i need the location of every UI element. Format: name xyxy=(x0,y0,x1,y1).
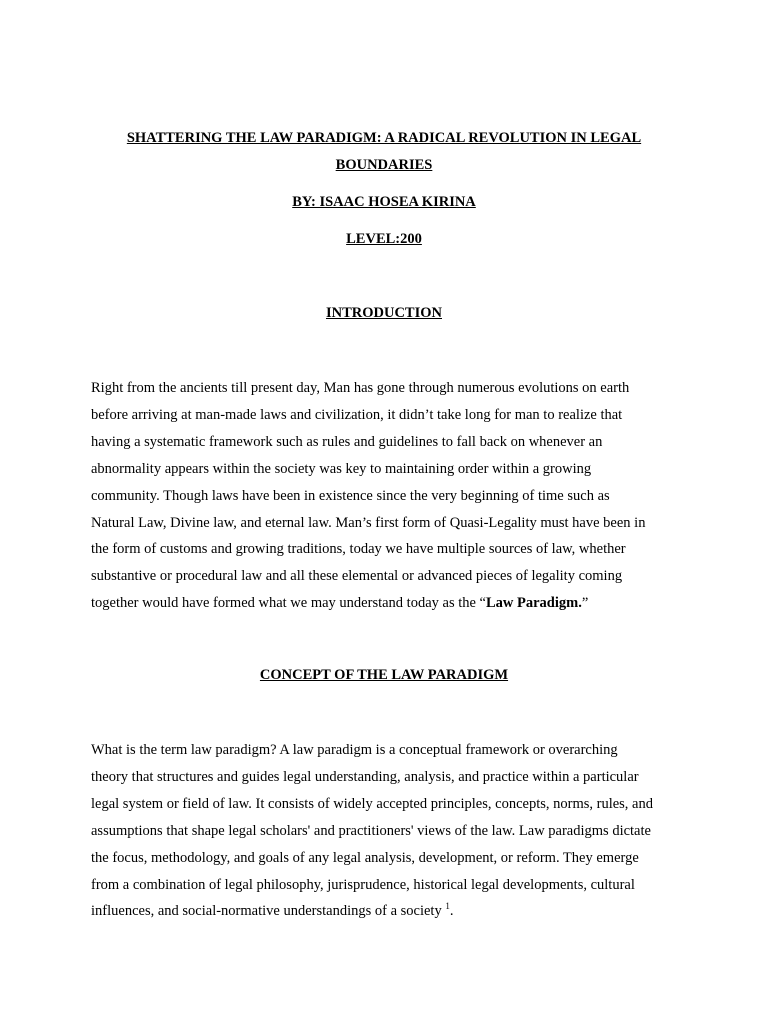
paragraph-line: from a combination of legal philosophy, jurisprudence, historical legal developments, cultural xyxy=(91,876,635,893)
introduction-paragraph xyxy=(91,375,687,617)
paragraph-line: community. Though laws have been in existence since the very beginning of time such as xyxy=(91,487,610,504)
document-title: SHATTERING THE LAW PARADIGM: A RADICAL REVOLUTION IN LEGAL BOUNDARIES xyxy=(126,130,642,173)
paragraph-line: substantive or procedural law and all these elemental or advanced pieces of legality coming xyxy=(91,568,623,585)
section-heading-introduction: INTRODUCTION xyxy=(325,305,442,321)
paragraph-line: Right from the ancients till present day, Man has gone through numerous evolutions on earth xyxy=(91,380,630,396)
paragraph-line: having a systematic framework such as rules and guidelines to fall back on whenever an xyxy=(91,433,603,450)
level-label: LEVEL:200 xyxy=(346,231,422,247)
last-line-text: together would have formed what we may understand today as the “ xyxy=(91,595,486,612)
paragraph-line: the focus, methodology, and goals of any legal analysis, development, or reform. They emerge xyxy=(91,849,639,866)
paragraph-line: Natural Law, Divine law, and eternal law. Man’s first form of Quasi-Legality must have been in xyxy=(91,514,646,531)
concept-paragraph xyxy=(91,737,687,925)
paragraph-line: before arriving at man-made laws and civilization, it didn’t take long for man to realize that xyxy=(91,406,623,423)
law-paradigm-term: Law Paradigm. xyxy=(486,595,582,612)
author-byline: BY: ISAAC HOSEA KIRINA xyxy=(292,194,476,210)
paragraph-last-line xyxy=(91,590,687,617)
paragraph-line: theory that structures and guides legal understanding, analysis, and practice within a particular xyxy=(91,768,639,785)
closing-quote: ” xyxy=(581,595,589,612)
section-heading-concept: CONCEPT OF THE LAW PARADIGM xyxy=(259,667,509,683)
paragraph-line: assumptions that shape legal scholars' and practitioners' views of the law. Law paradigms dictate xyxy=(91,822,651,839)
paragraph-line: What is the term law paradigm? A law paradigm is a conceptual framework or overarching xyxy=(91,742,618,758)
footnote-marker[interactable]: 1 xyxy=(445,901,450,912)
sentence-period: . xyxy=(449,903,454,920)
last-line-text: influences, and social-normative understandings of a society xyxy=(91,903,446,920)
paragraph-line: legal system or field of law. It consists of widely accepted principles, concepts, norms, rules, and xyxy=(91,795,653,812)
paragraph-line: the form of customs and growing traditions, today we have multiple sources of law, whether xyxy=(91,541,626,558)
paragraph-line: abnormality appears within the society was key to maintaining order within a growing xyxy=(91,460,592,477)
paragraph-last-line xyxy=(91,898,687,925)
